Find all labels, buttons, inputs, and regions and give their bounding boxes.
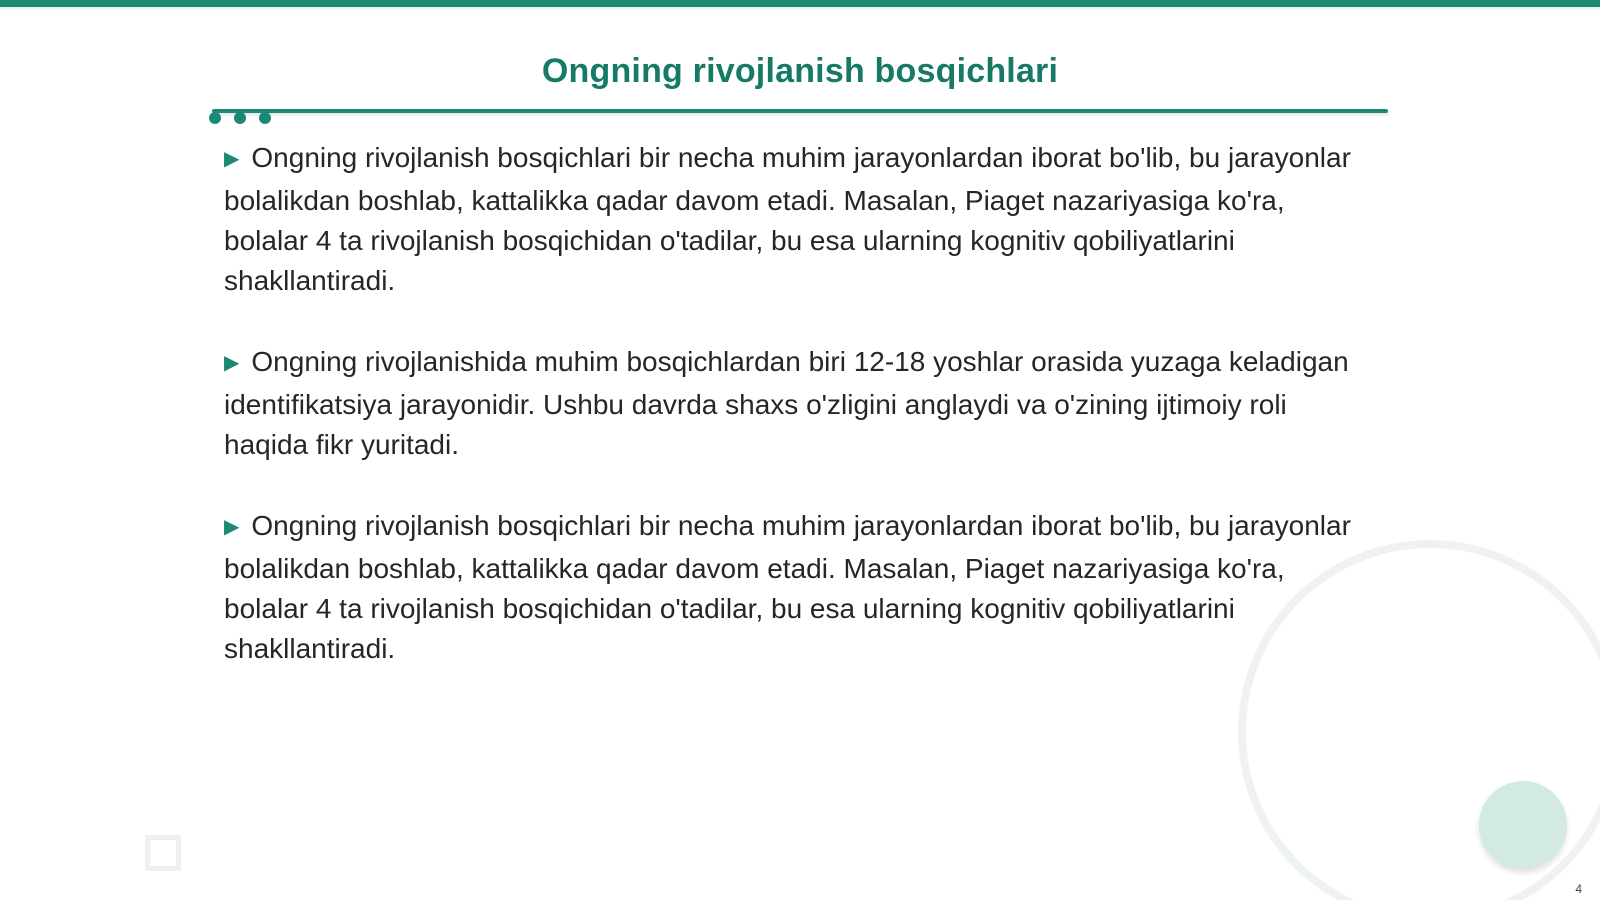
triangle-bullet-icon: ▶ — [224, 516, 240, 538]
bullet-item — [224, 138, 1374, 301]
bullet-list — [224, 138, 1374, 710]
bullet-text: Ongning rivojlanish bosqichlari bir necha muhim jarayonlardan iborat bo'lib, bu jarayonlar bolalikdan boshlab, kattalikka qadar davom etadi. Masalan, Piaget nazariyasiga ko'ra, bolalar 4 ta rivojlanish bosqichidan o'tadilar, bu esa ularning kognitiv qobiliyatlarini shakllantiradi. — [224, 142, 1351, 296]
top-accent-bar — [0, 0, 1600, 7]
decor-dot — [259, 112, 271, 124]
decor-dot — [209, 112, 221, 124]
page-number: 4 — [1575, 882, 1582, 896]
title-underline — [212, 109, 1388, 113]
decor-square — [145, 835, 181, 871]
bullet-text: Ongning rivojlanish bosqichlari bir necha muhim jarayonlardan iborat bo'lib, bu jarayonlar bolalikdan boshlab, kattalikka qadar davom etadi. Masalan, Piaget nazariyasiga ko'ra, bolalar 4 ta rivojlanish bosqichidan o'tadilar, bu esa ularning kognitiv qobiliyatlarini shakllantiradi. — [224, 510, 1351, 664]
triangle-bullet-icon: ▶ — [224, 148, 240, 170]
bullet-text: Ongning rivojlanishida muhim bosqichlardan biri 12-18 yoshlar orasida yuzaga keladigan identifikatsiya jarayonidir. Ushbu davrda shaxs o'zligini anglaydi va o'zining ijtimoiy roli haqida fikr yuritadi. — [224, 346, 1349, 460]
bullet-item — [224, 506, 1374, 669]
triangle-bullet-icon: ▶ — [224, 352, 240, 374]
slide-title: Ongning rivojlanish bosqichlari — [541, 52, 1059, 90]
decor-dot — [234, 112, 246, 124]
bullet-item — [224, 342, 1374, 465]
decor-disc — [1479, 781, 1567, 869]
